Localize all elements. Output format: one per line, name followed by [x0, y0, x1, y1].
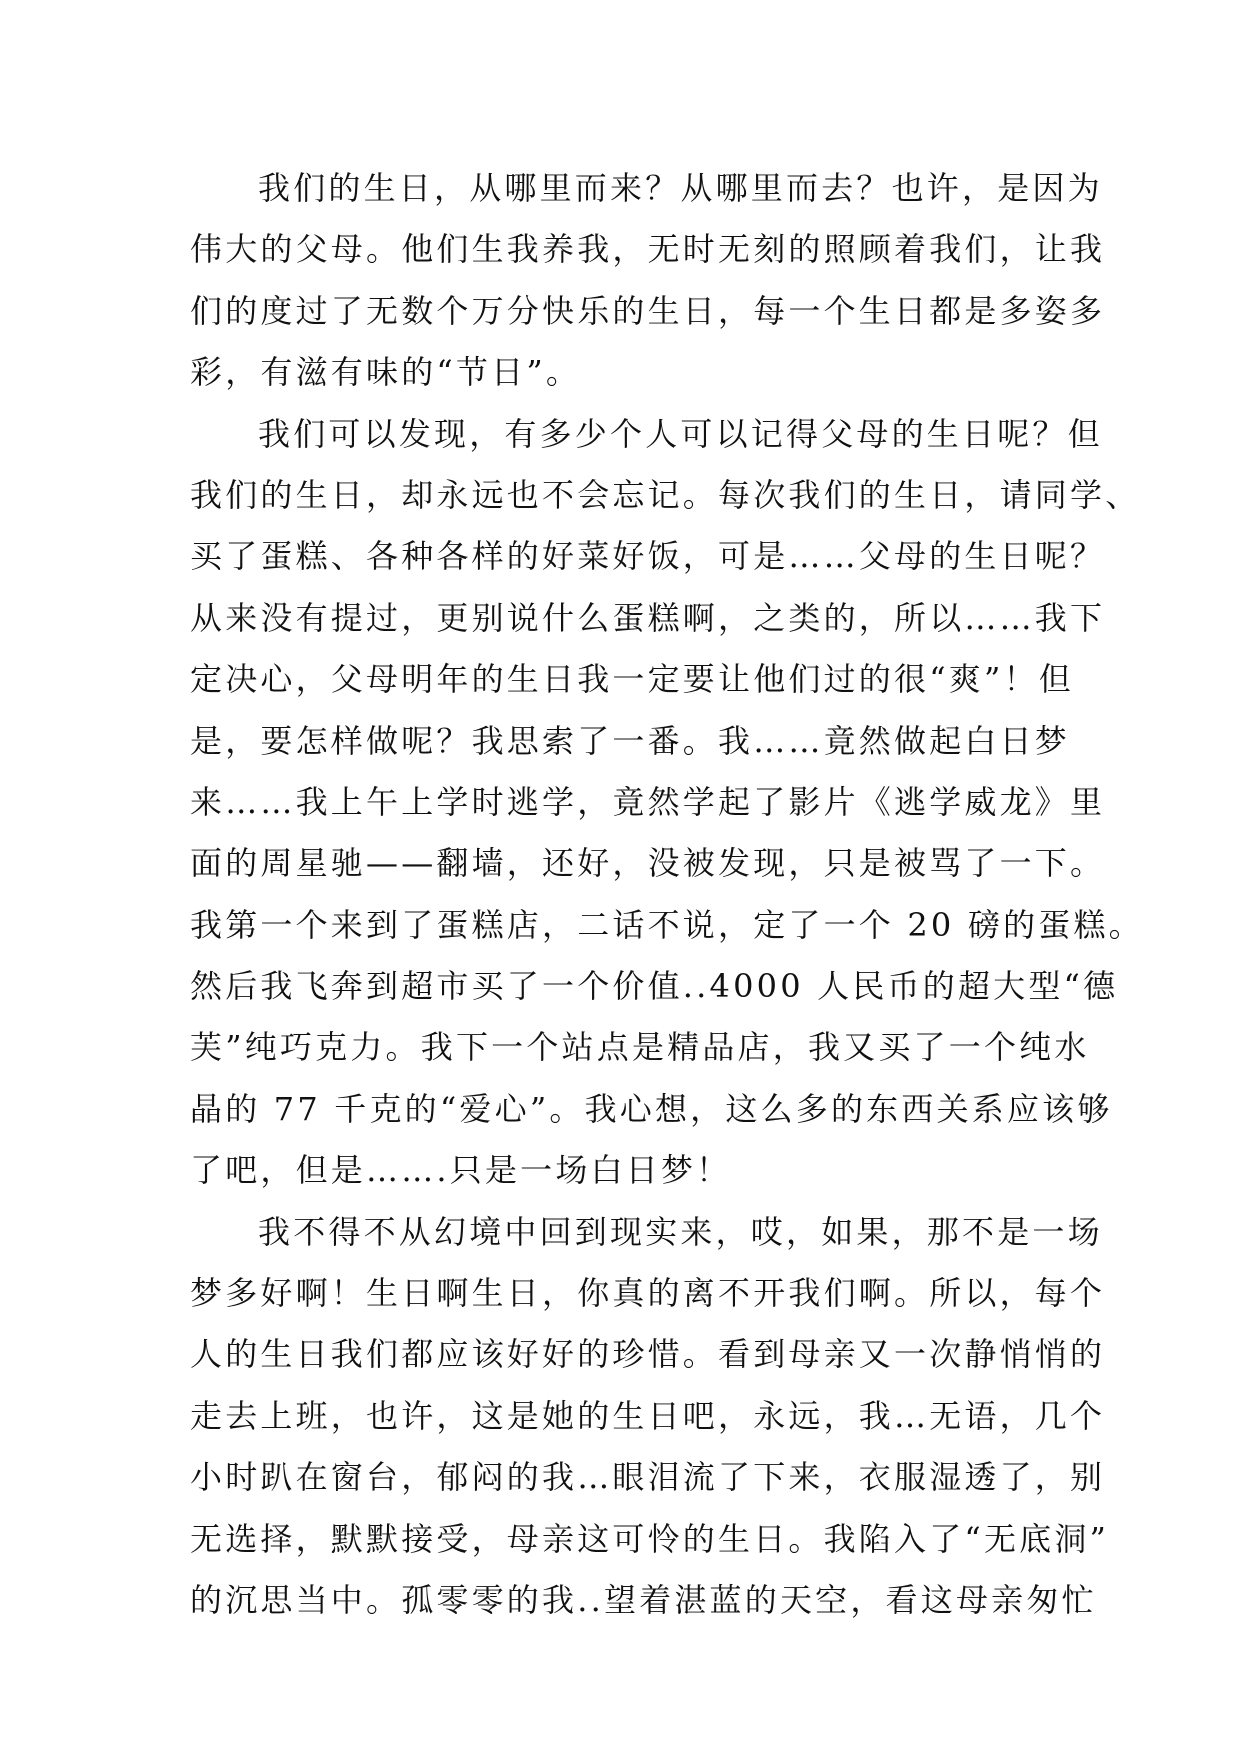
paragraph-2-line-3: 买了蛋糕、各种各样的好菜好饭，可是……父母的生日呢？ — [190, 537, 1106, 576]
paragraph-2-line-13: 了吧，但是…….只是一场白日梦！ — [190, 1151, 732, 1190]
paragraph-3-line-1: 我不得不从幻境中回到现实来，哎，如果，那不是一场 — [258, 1212, 1103, 1251]
paragraph-1-line-4: 彩，有滋有味的“节日”。 — [190, 353, 582, 392]
paragraph-1-line-2: 伟大的父母。他们生我养我，无时无刻的照顾着我们，让我 — [190, 230, 1106, 269]
paragraph-1-line-3: 们的度过了无数个万分快乐的生日，每一个生日都是多姿多 — [190, 291, 1106, 330]
paragraph-3-line-3: 人的生日我们都应该好好的珍惜。看到母亲又一次静悄悄的 — [190, 1335, 1106, 1374]
paragraph-2-line-7: 来……我上午上学时逃学，竟然学起了影片《逃学威龙》里 — [190, 782, 1106, 821]
paragraph-2-line-8: 面的周星驰——翻墙，还好，没被发现，只是被骂了一下。 — [190, 844, 1106, 883]
paragraph-2-line-10: 然后我飞奔到超市买了一个价值..4000 人民币的超大型“德 — [190, 967, 1119, 1006]
paragraph-3-line-4: 走去上班，也许，这是她的生日吧，永远，我…无语，几个 — [190, 1396, 1106, 1435]
paragraph-1-line-1: 我们的生日，从哪里而来？从哪里而去？也许，是因为 — [258, 169, 1103, 207]
paragraph-2-line-2: 我们的生日，却永远也不会忘记。每次我们的生日，请同学、 — [190, 475, 1141, 514]
paragraph-2-line-12: 晶的 77 千克的“爱心”。我心想，这么多的东西关系应该够 — [190, 1089, 1113, 1128]
document-body — [190, 158, 1144, 1631]
paragraph-3-line-5: 小时趴在窗台，郁闷的我…眼泪流了下来，衣服湿透了，别 — [190, 1458, 1106, 1497]
paragraph-2-line-5: 定决心，父母明年的生日我一定要让他们过的很“爽”！但 — [190, 660, 1074, 699]
paragraph-3-line-2: 梦多好啊！生日啊生日，你真的离不开我们啊。所以，每个 — [190, 1274, 1106, 1313]
paragraph-2-line-9: 我第一个来到了蛋糕店，二话不说，定了一个 20 磅的蛋糕。 — [190, 905, 1144, 944]
paragraph-2-line-11: 芙”纯巧克力。我下一个站点是精品店，我又买了一个纯水 — [190, 1028, 1090, 1067]
paragraph-2-line-4: 从来没有提过，更别说什么蛋糕啊，之类的，所以……我下 — [190, 598, 1106, 637]
paragraph-2-line-1: 我们可以发现，有多少个人可以记得父母的生日呢？但 — [258, 414, 1103, 453]
paragraph-3-line-6: 无选择，默默接受，母亲这可怜的生日。我陷入了“无底洞” — [190, 1519, 1110, 1558]
paragraph-3-line-7: 的沉思当中。孤零零的我..望着湛蓝的天空，看这母亲匆忙 — [190, 1580, 1097, 1619]
paragraph-2-line-6: 是，要怎样做呢？我思索了一番。我……竟然做起白日梦 — [190, 721, 1071, 760]
